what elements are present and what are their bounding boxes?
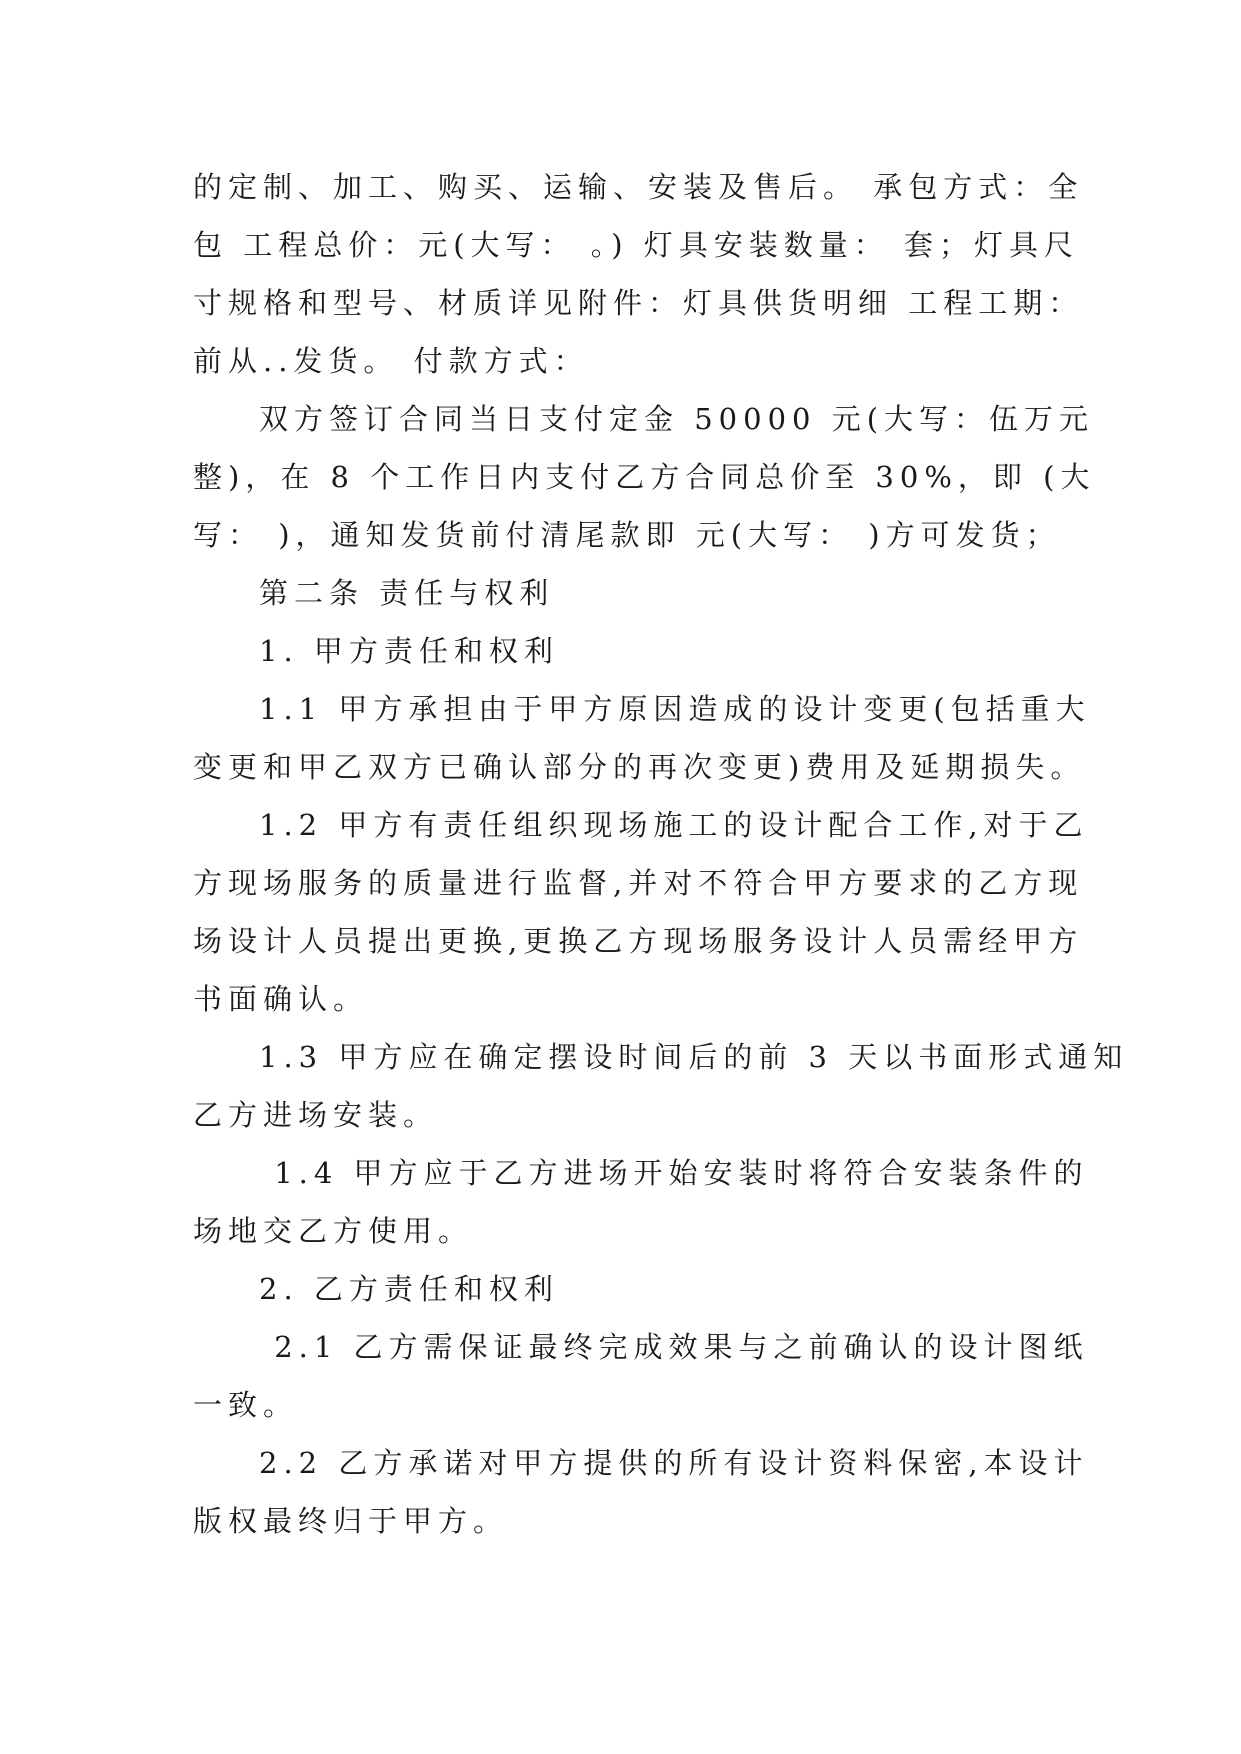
text-line: 乙方进场安装。 — [193, 1098, 439, 1132]
party-a-heading — [193, 622, 1053, 680]
paragraph-payment — [193, 390, 1096, 564]
text-line: 场设计人员提出更换,更换乙方现场服务设计人员需经甲方 — [193, 924, 1084, 958]
text-line: 一致。 — [193, 1388, 299, 1422]
clause-1-2 — [193, 796, 1089, 1028]
text-line: 版权最终归于甲方。 — [193, 1504, 509, 1538]
text-line: 整)，在 8 个工作日内支付乙方合同总价至 30%，即 (大 — [193, 460, 1096, 494]
text-line: 包 工程总价：元(大写： 。) 灯具安装数量： 套；灯具尺 — [193, 228, 1080, 262]
text-line: 寸规格和型号、材质详见附件：灯具供货明细 工程工期： — [193, 286, 1084, 320]
text-line: 2.2 乙方承诺对甲方提供的所有设计资料保密,本设计 — [259, 1446, 1089, 1480]
article-2-heading — [193, 564, 1053, 622]
text-line: 1.4 甲方应于乙方进场开始安装时将符合安装条件的 — [259, 1156, 1089, 1190]
text-line: 场地交乙方使用。 — [193, 1214, 474, 1248]
text-line: 前从..发货。 付款方式： — [193, 344, 589, 378]
text-line: 双方签订合同当日支付定金 50000 元(大写：伍万元 — [259, 402, 1095, 436]
text-line: 第二条 责任与权利 — [259, 576, 555, 610]
clause-1-1 — [193, 680, 1091, 796]
text-line: 2.1 乙方需保证最终完成效果与之前确认的设计图纸 — [259, 1330, 1089, 1364]
text-line: 书面确认。 — [193, 982, 369, 1016]
text-line: 1.1 甲方承担由于甲方原因造成的设计变更(包括重大 — [259, 692, 1091, 726]
text-line: 的定制、加工、购买、运输、安装及售后。 承包方式：全 — [193, 170, 1084, 204]
text-line: 写： )，通知发货前付清尾款即 元(大写： )方可发货； — [193, 518, 1061, 552]
clause-1-3 — [193, 1028, 1129, 1144]
text-line: 变更和甲乙双方已确认部分的再次变更)费用及延期损失。 — [193, 750, 1086, 784]
document-body — [193, 158, 1129, 1550]
clause-2-2 — [193, 1434, 1089, 1550]
party-b-heading — [193, 1260, 1053, 1318]
text-line: 2. 乙方责任和权利 — [259, 1272, 559, 1306]
text-line: 1.2 甲方有责任组织现场施工的设计配合工作,对于乙 — [259, 808, 1089, 842]
paragraph-scope — [193, 158, 1084, 390]
text-line: 1. 甲方责任和权利 — [259, 634, 559, 668]
clause-1-4 — [193, 1144, 1089, 1260]
text-line: 1.3 甲方应在确定摆设时间后的前 3 天以书面形式通知 — [259, 1040, 1129, 1074]
text-line: 方现场服务的质量进行监督,并对不符合甲方要求的乙方现 — [193, 866, 1084, 900]
clause-2-1 — [193, 1318, 1089, 1434]
